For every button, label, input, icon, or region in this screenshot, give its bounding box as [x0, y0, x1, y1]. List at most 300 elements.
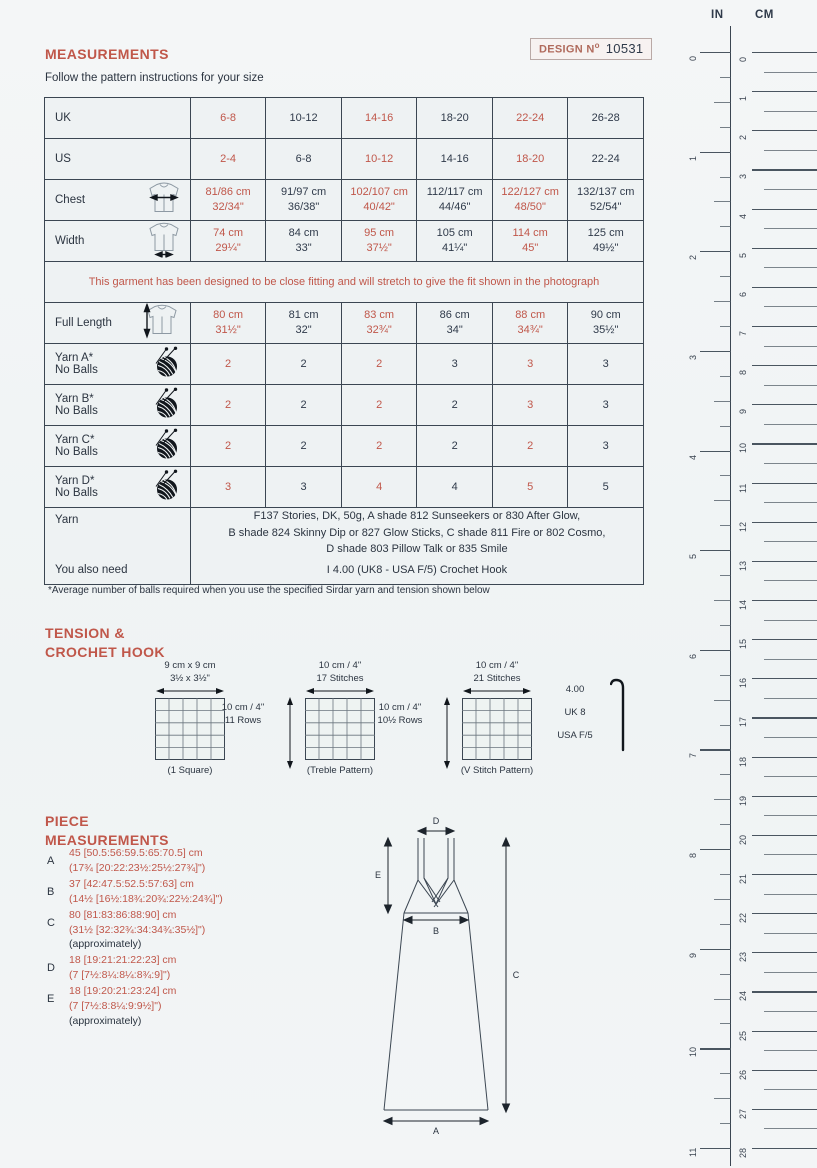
swatch-side-arrow-2 — [285, 696, 295, 775]
dimension-b — [404, 917, 468, 924]
ruler-in-tick-minor — [714, 301, 731, 302]
piece-values — [69, 846, 205, 876]
ruler-cm-label: 0 — [738, 56, 748, 62]
row-label-text-2: No Balls — [55, 364, 98, 376]
row-label-full-length — [45, 303, 191, 344]
schematic-label-b: B — [432, 926, 440, 936]
table-row — [45, 303, 644, 344]
ruler-cm-tick-major — [752, 678, 817, 679]
row-label-text: UK — [55, 112, 71, 124]
ruler-in-tick-minor — [720, 625, 731, 626]
measurements-heading: MEASUREMENTS — [45, 46, 169, 62]
ruler-cm-tick-minor — [764, 972, 817, 973]
cell-line-1: 3 — [602, 357, 609, 370]
cell-line-1: 14-16 — [365, 111, 394, 124]
table-cell — [492, 344, 568, 385]
table-cell — [568, 180, 644, 221]
cell-line-1: 74 cm — [213, 227, 244, 240]
ruler-in-tick-minor — [720, 1123, 731, 1124]
ruler-in-tick-minor — [714, 500, 731, 501]
ruler-in-tick-minor — [714, 700, 731, 701]
ruler-in-label: 8 — [688, 853, 698, 859]
cell-line-2: 40/42" — [363, 201, 395, 213]
measurements-subheading: Follow the pattern instructions for your size — [45, 72, 264, 84]
swatch-side-line1: 10 cm / 4" — [378, 702, 422, 713]
ruler-cm-label: 3 — [738, 174, 748, 180]
cell-line-1: 2 — [225, 439, 232, 452]
cell-line-1: 2 — [300, 439, 307, 452]
ruler-cm-tick-major — [752, 169, 817, 170]
table-cell — [492, 139, 568, 180]
swatch-side-arrow-3 — [442, 696, 452, 775]
piece-measurement-item — [47, 877, 317, 907]
table-cell — [568, 98, 644, 139]
cell-line-1: 4 — [376, 480, 383, 493]
piece-measurement-item — [47, 846, 317, 876]
cell-line-1: 3 — [602, 398, 609, 411]
ruler-in-tick-minor — [720, 725, 731, 726]
ruler-cm-tick-major — [752, 991, 817, 992]
cell-line-1: 112/117 cm — [426, 186, 483, 199]
ruler-cm-tick-major — [752, 561, 817, 562]
piece-cm: 18 [19:20:21:23:24] cm — [69, 985, 177, 998]
yarn-line-1: B shade 824 Skinny Dip or 827 Glow Sticks, C shade 811 Fire or 802 Cosmo, — [228, 526, 606, 539]
chest-garment-icon-wrap — [144, 181, 184, 220]
cell-line-1: 4 — [451, 480, 458, 493]
ruler-in-tick-minor — [714, 401, 731, 402]
table-cell — [266, 385, 342, 426]
ruler-cm-tick-major — [752, 874, 817, 875]
row-label-uk — [45, 98, 191, 139]
row-label-chest — [45, 180, 191, 221]
ruler-cm-tick-major — [752, 404, 817, 405]
piece-measurement-item — [47, 908, 317, 953]
piece-measurements-list — [47, 846, 317, 1030]
ruler-in-tick-minor — [720, 426, 731, 427]
dimension-e — [385, 838, 392, 913]
swatch-top-arrow-3 — [462, 686, 532, 696]
also-need-label: You also need — [45, 558, 191, 585]
garment-schematic-diagram — [360, 812, 540, 1142]
cell-line-1: 2 — [451, 439, 458, 452]
ruler-cm-label: 17 — [738, 717, 748, 728]
cell-line-2: 48/50" — [514, 201, 546, 213]
table-cell — [190, 385, 266, 426]
ruler-cm-tick-minor — [764, 385, 817, 386]
ruler-cm-tick-minor — [764, 346, 817, 347]
cell-line-2: 31½" — [215, 324, 241, 336]
ruler-cm-tick-major — [752, 757, 817, 758]
cell-line-1: 3 — [451, 357, 458, 370]
ruler-cm-tick-minor — [764, 894, 817, 895]
cell-line-1: 95 cm — [364, 227, 395, 240]
cell-line-2: 35½" — [593, 324, 619, 336]
cell-line-1: 2 — [225, 398, 232, 411]
yarn-label: Yarn — [45, 508, 191, 558]
table-cell — [190, 180, 266, 221]
cell-line-1: 6-8 — [220, 111, 237, 124]
side-arrow-svg — [442, 696, 452, 770]
hook-size: 4.00 — [565, 684, 585, 695]
table-cell — [190, 467, 266, 508]
ruler-cm-tick-minor — [764, 463, 817, 464]
cell-line-1: 2 — [376, 398, 383, 411]
yarn-ball-icon-wrap — [150, 387, 184, 424]
cell-line-1: 18-20 — [440, 111, 469, 124]
table-cell — [341, 303, 417, 344]
ruler-cm-label: 28 — [738, 1147, 748, 1158]
also-need-row — [45, 558, 644, 585]
piece-values — [69, 953, 176, 983]
row-label-yarn-c — [45, 426, 191, 467]
ruler-in-tick-minor — [720, 874, 731, 875]
table-cell — [266, 98, 342, 139]
row-label-yarn-a — [45, 344, 191, 385]
ruler-cm-tick-minor — [764, 815, 817, 816]
ruler-in-tick-major — [700, 849, 731, 850]
piece-heading-line1: PIECE — [45, 813, 90, 829]
ruler-in-tick-minor — [714, 799, 731, 800]
cell-line-1: 84 cm — [288, 227, 319, 240]
ruler-in-tick-major — [700, 451, 731, 452]
schematic-label-a: A — [432, 1126, 440, 1136]
table-cell — [417, 139, 493, 180]
ruler-in-tick-minor — [720, 1073, 731, 1074]
ruler-in-tick-minor — [714, 1098, 731, 1099]
table-cell — [492, 426, 568, 467]
ruler-in-tick-minor — [720, 1023, 731, 1024]
length-garment-icon — [136, 304, 184, 340]
ruler-cm-tick-major — [752, 835, 817, 836]
ruler-in-tick-major — [700, 550, 731, 551]
ruler-in-tick-major — [700, 949, 731, 950]
ruler-cm-label: 27 — [738, 1108, 748, 1119]
row-label-text: Yarn D* — [55, 475, 95, 487]
ruler-in-tick-minor — [720, 226, 731, 227]
ruler-cm-tick-major — [752, 522, 817, 523]
yarn-ball-icon-wrap — [150, 469, 184, 506]
cell-line-1: 3 — [225, 480, 232, 493]
swatch-top-line2: 21 Stitches — [473, 672, 521, 684]
row-label-text: Yarn A* — [55, 352, 94, 364]
yarn-ball-icon-wrap — [150, 346, 184, 383]
table-row — [45, 139, 644, 180]
piece-key: D — [47, 962, 55, 975]
ruler-cm-tick-major — [752, 796, 817, 797]
ruler-spine — [730, 26, 731, 1166]
ruler-cm-label: 22 — [738, 913, 748, 924]
cell-line-1: 91/97 cm — [280, 186, 327, 199]
cell-line-2: 32" — [295, 324, 312, 336]
schematic-label-e: E — [374, 870, 382, 880]
cell-line-1: 10-12 — [365, 152, 394, 165]
table-cell — [417, 221, 493, 262]
table-cell — [568, 385, 644, 426]
yarn-line-0: F137 Stories, DK, 50g, A shade 812 Sunseekers or 830 After Glow, — [253, 510, 581, 522]
ruler-cm-tick-major — [752, 952, 817, 953]
dimension-c — [503, 838, 510, 1112]
ruler-in-label: 5 — [688, 554, 698, 560]
table-cell — [341, 426, 417, 467]
ruler-in-tick-major — [700, 749, 731, 750]
ruler-in-tick-minor — [720, 177, 731, 178]
cell-line-1: 14-16 — [440, 152, 469, 165]
table-cell — [341, 221, 417, 262]
cell-line-2: 34" — [446, 324, 463, 336]
yarn-ball-icon — [150, 387, 184, 421]
swatch-grid-3 — [462, 698, 532, 760]
table-cell — [341, 385, 417, 426]
tension-heading — [45, 624, 165, 662]
table-cell — [190, 426, 266, 467]
ruler-cm-tick-minor — [764, 580, 817, 581]
ruler-cm-tick-minor — [764, 1128, 817, 1129]
cell-line-1: 2-4 — [220, 152, 237, 165]
ruler-cm-tick-major — [752, 326, 817, 327]
ruler-cm-tick-major — [752, 209, 817, 210]
ruler-cm-label: 20 — [738, 834, 748, 845]
cell-line-1: 90 cm — [590, 309, 621, 322]
ruler-cm-label: 12 — [738, 521, 748, 532]
ruler-cm-tick-major — [752, 639, 817, 640]
cell-line-1: 2 — [300, 398, 307, 411]
ruler-in-tick-minor — [720, 376, 731, 377]
ruler-in-tick-minor — [720, 774, 731, 775]
cell-line-1: 83 cm — [364, 309, 395, 322]
ruler-in-tick-major — [700, 650, 731, 651]
ruler-cm-label: 8 — [738, 370, 748, 376]
piece-values — [69, 984, 176, 1029]
table-cell — [417, 344, 493, 385]
piece-measurement-item — [47, 953, 317, 983]
cell-line-1: 86 cm — [439, 309, 470, 322]
table-cell — [266, 467, 342, 508]
table-cell — [341, 180, 417, 221]
row-label-yarn-b — [45, 385, 191, 426]
measurements-footnote: *Average number of balls required when you use the specified Sirdar yarn and tension shown below — [48, 585, 490, 596]
cell-line-2: 32¾" — [366, 324, 392, 336]
swatch-top-dim-2 — [305, 660, 375, 686]
swatch-top-dim-1 — [155, 660, 225, 686]
cell-line-1: 5 — [602, 480, 609, 493]
table-row — [45, 221, 644, 262]
table-cell — [190, 98, 266, 139]
tension-swatches — [44, 660, 664, 776]
ruler-in-tick-minor — [720, 127, 731, 128]
piece-key: E — [47, 993, 55, 1006]
ruler-cm-tick-minor — [764, 72, 817, 73]
length-garment-icon-wrap — [136, 304, 184, 343]
ruler-cm-label: 25 — [738, 1030, 748, 1041]
design-number-label: DESIGN $N^o$ — [539, 41, 600, 56]
ruler-in-tick-minor — [714, 600, 731, 601]
ruler-cm-tick-minor — [764, 854, 817, 855]
row-label-width — [45, 221, 191, 262]
cell-line-2: 29¼" — [215, 242, 241, 254]
ruler-in-tick-minor — [714, 201, 731, 202]
ruler-cm-label: 4 — [738, 213, 748, 219]
piece-in: (7 [7½:8:8¼:9:9½]") — [69, 1000, 162, 1013]
ruler-in-header: IN — [711, 9, 724, 21]
piece-key: B — [47, 885, 55, 898]
cell-line-2: 37½" — [366, 242, 392, 254]
side-arrow-svg — [285, 696, 295, 770]
ruler-cm-label: 16 — [738, 678, 748, 689]
ruler-cm-tick-minor — [764, 150, 817, 151]
ruler-in-label: 11 — [688, 1147, 698, 1157]
cell-line-1: 3 — [602, 439, 609, 452]
cell-line-2: 34¾" — [517, 324, 543, 336]
ruler-cm-tick-major — [752, 130, 817, 131]
cell-line-2: 44/46" — [438, 201, 471, 213]
ruler-in-tick-major — [700, 52, 731, 53]
ruler-cm-tick-major — [752, 1109, 817, 1110]
yarn-line-2: D shade 803 Pillow Talk or 835 Smile — [326, 543, 508, 555]
ruler-in-tick-major — [700, 1148, 731, 1149]
table-cell — [568, 344, 644, 385]
swatch-side-dim-2 — [207, 702, 279, 728]
ruler-in-label: 9 — [688, 952, 698, 958]
cell-line-1: 122/127 cm — [501, 186, 559, 199]
width-garment-icon — [144, 222, 184, 258]
design-number-badge — [530, 38, 652, 60]
swatch-caption-3: (V Stitch Pattern) — [460, 764, 534, 776]
swatch-top-line1: 9 cm x 9 cm — [164, 660, 216, 671]
ruler-in-tick-minor — [720, 675, 731, 676]
swatch-side-line1: 10 cm / 4" — [221, 702, 265, 713]
ruler-cm-tick-minor — [764, 1050, 817, 1051]
ruler-in-label: 2 — [688, 255, 698, 261]
piece-in: (7 [7½:8¼:8¼:8¾:9]") — [69, 969, 171, 982]
table-cell — [568, 221, 644, 262]
swatch-top-line2: 3½ x 3½" — [170, 672, 210, 684]
table-cell — [190, 221, 266, 262]
ruler-in-tick-minor — [720, 974, 731, 975]
cell-line-2: 36/38" — [287, 201, 320, 213]
ruler-cm-tick-minor — [764, 1089, 817, 1090]
ruler-cm-tick-major — [752, 443, 817, 444]
cell-line-2: 49½" — [593, 242, 619, 254]
ruler-cm-tick-minor — [764, 620, 817, 621]
piece-measurements-heading — [45, 812, 169, 850]
cell-line-2: 45" — [522, 242, 539, 254]
cell-line-1: 3 — [300, 480, 307, 493]
table-cell — [341, 98, 417, 139]
ruler-cm-tick-minor — [764, 228, 817, 229]
yarn-description-text — [190, 508, 643, 558]
ruler-cm-label: 11 — [738, 483, 748, 493]
ruler-cm-tick-minor — [764, 776, 817, 777]
ruler-cm-label: 14 — [738, 599, 748, 610]
cell-line-2: 41¼" — [441, 242, 468, 254]
yarn-description-row — [45, 508, 644, 558]
ruler-cm-tick-major — [752, 287, 817, 288]
table-row — [45, 98, 644, 139]
row-label-text: Full Length — [55, 317, 112, 329]
hook-usa-size: USA F/5 — [557, 729, 593, 741]
swatch-caption-1: (1 Square) — [167, 764, 213, 776]
ruler-cm-tick-major — [752, 91, 817, 92]
cell-line-1: 114 cm — [512, 227, 548, 240]
ruler-in-tick-minor — [720, 924, 731, 925]
table-row — [45, 180, 644, 221]
chest-garment-icon — [144, 181, 184, 217]
row-label-text-2: No Balls — [55, 487, 98, 499]
table-cell — [492, 467, 568, 508]
ruler-cm-label: 6 — [738, 291, 748, 297]
table-cell — [190, 344, 266, 385]
table-cell — [266, 344, 342, 385]
ruler-cm-tick-minor — [764, 267, 817, 268]
ruler-cm-label: 7 — [738, 330, 748, 336]
cell-line-1: 18-20 — [516, 152, 545, 165]
ruler-cm-tick-major — [752, 1031, 817, 1032]
design-number-value: 10531 — [605, 41, 644, 56]
ruler-cm-label: 23 — [738, 952, 748, 963]
cell-line-1: 88 cm — [515, 309, 546, 322]
row-label-us — [45, 139, 191, 180]
ruler-cm-tick-major — [752, 600, 817, 601]
table-cell — [492, 385, 568, 426]
cell-line-2: 33" — [295, 242, 312, 254]
swatch-top-arrow-1 — [155, 686, 225, 696]
row-label-text: Yarn B* — [55, 393, 94, 405]
table-cell — [266, 221, 342, 262]
cell-line-1: 3 — [527, 357, 534, 370]
piece-in: (31½ [32:32¾:34:34¾:35½]") — [69, 923, 206, 936]
ruler-in-tick-major — [700, 351, 731, 352]
cell-line-1: 6-8 — [295, 152, 312, 165]
ruler-in-tick-minor — [720, 575, 731, 576]
ruler-in-label: 4 — [688, 454, 698, 460]
table-cell — [190, 139, 266, 180]
cell-line-2: 32/34" — [212, 201, 244, 213]
ruler-in-tick-minor — [720, 525, 731, 526]
cell-line-1: 2 — [376, 439, 383, 452]
table-cell — [568, 426, 644, 467]
ruler-cm-tick-major — [752, 1070, 817, 1071]
ruler-in-tick-major — [700, 251, 731, 252]
table-cell — [266, 180, 342, 221]
width-garment-icon-wrap — [144, 222, 184, 261]
ruler-cm-label: 10 — [738, 443, 748, 454]
ruler-in-tick-minor — [714, 102, 731, 103]
ruler-in-label: 6 — [688, 653, 698, 659]
swatch-top-arrow-2 — [305, 686, 375, 696]
swatch-side-line2: 11 Rows — [224, 714, 262, 726]
piece-approx: (approximately) — [69, 938, 142, 951]
ruler-cm-tick-minor — [764, 189, 817, 190]
ruler-cm-tick-minor — [764, 424, 817, 425]
piece-cm: 37 [42:47.5:52.5:57:63] cm — [69, 877, 194, 890]
cell-line-1: 22-24 — [516, 111, 545, 124]
yarn-ball-icon — [150, 346, 184, 380]
swatch-top-line2: 17 Stitches — [316, 672, 364, 684]
ruler-cm-label: 26 — [738, 1069, 748, 1080]
yarn-ball-icon — [150, 428, 184, 462]
table-cell — [341, 139, 417, 180]
ruler-cm-tick-minor — [764, 306, 817, 307]
ruler-cm-tick-major — [752, 913, 817, 914]
cell-line-1: 2 — [527, 439, 534, 452]
table-cell — [190, 303, 266, 344]
table-cell — [568, 467, 644, 508]
table-cell — [417, 98, 493, 139]
ruler-cm-tick-major — [752, 483, 817, 484]
cell-line-1: 2 — [451, 398, 458, 411]
table-cell — [266, 303, 342, 344]
cell-line-1: 132/137 cm — [576, 186, 635, 199]
